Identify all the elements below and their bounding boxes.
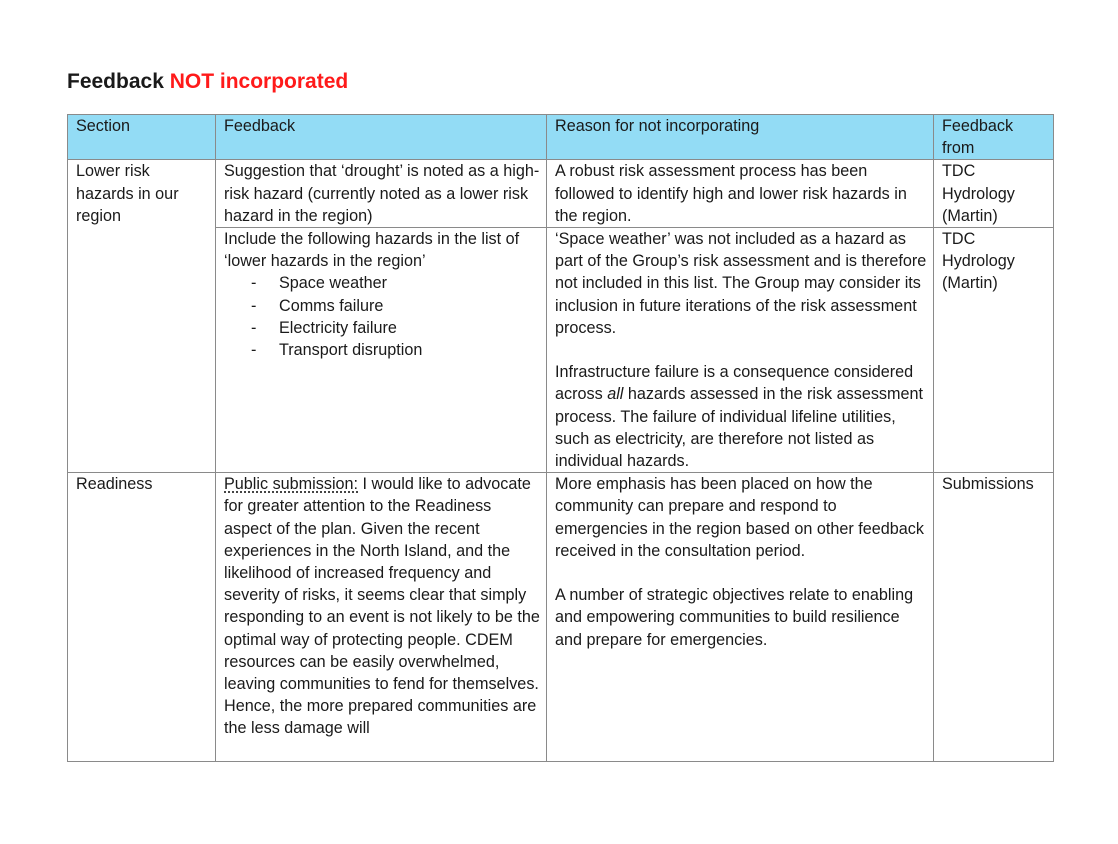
list-item: - Comms failure: [251, 295, 542, 317]
cell-from: TDC Hydrology (Martin): [934, 160, 1054, 228]
reason-paragraph: A number of strategic objectives relate to enabling and empowering communities to build resilience and prepare for emergencies.: [555, 586, 914, 649]
reason-paragraph: [555, 361, 929, 472]
cell-from: Submissions: [934, 473, 1054, 762]
submission-label: Public submission:: [224, 475, 359, 494]
heading-prefix: Feedback: [67, 70, 170, 93]
reason-paragraph: ‘Space weather’ was not included as a hazard as part of the Group’s risk assessment and is therefore not included in this list. The Group may consider its inclusion in future iterations of the risk assessment process.: [555, 230, 927, 337]
cell-feedback: [216, 228, 547, 473]
cell-feedback: Suggestion that ‘drought’ is noted as a high-risk hazard (currently noted as a lower risk hazard in the region): [216, 160, 547, 228]
list-item: - Transport disruption: [251, 339, 542, 361]
cell-reason: A robust risk assessment process has been followed to identify high and lower risk hazards in the region.: [547, 160, 934, 228]
heading-highlight: NOT incorporated: [169, 70, 349, 93]
page-heading: [67, 68, 348, 96]
table-row: [68, 473, 1054, 762]
header-reason: Reason for not incorporating: [547, 115, 934, 160]
submission-body: I would like to advocate for greater attention to the Readiness aspect of the plan. Given the recent experiences in the North Island, and the likelihood of increased frequency and severity of risks, it seems clear that simply responding to an event is not likely to be the optimal way of protecting people. CDEM resources can be easily overwhelmed, leaving communities to fend for themselves. Hence, the more prepared communities are the less damage will: [224, 475, 540, 738]
cell-section: Readiness: [68, 473, 216, 762]
cell-reason: [547, 473, 934, 762]
cell-from: TDC Hydrology (Martin): [934, 228, 1054, 473]
reason-text: Infrastructure failure is a consequence considered across: [555, 363, 914, 404]
table-header-row: [68, 115, 1054, 160]
header-feedback: Feedback: [216, 115, 547, 160]
cell-reason: [547, 228, 934, 473]
reason-emphasis: all: [607, 385, 624, 404]
submission-text: [224, 473, 542, 761]
header-from: Feedback from: [934, 115, 1054, 160]
reason-paragraph: More emphasis has been placed on how the community can prepare and respond to emergencies in the region based on other feedback received in the consultation period.: [555, 475, 924, 560]
table-row: [68, 160, 1054, 228]
table-row: [68, 228, 1054, 473]
reason-text: hazards assessed in the risk assessment process. The failure of individual lifeline utilities, such as electricity, are therefore not listed as individual hazards.: [555, 385, 923, 471]
header-section: Section: [68, 115, 216, 160]
feedback-intro: Include the following hazards in the list of ‘lower hazards in the region’: [224, 230, 520, 271]
list-item: - Electricity failure: [251, 317, 542, 339]
cell-section: Lower risk hazards in our region: [68, 160, 216, 473]
list-item: - Space weather: [251, 272, 542, 294]
cell-feedback: [216, 473, 547, 762]
feedback-table: [67, 114, 1054, 762]
hazard-list: [224, 272, 542, 361]
